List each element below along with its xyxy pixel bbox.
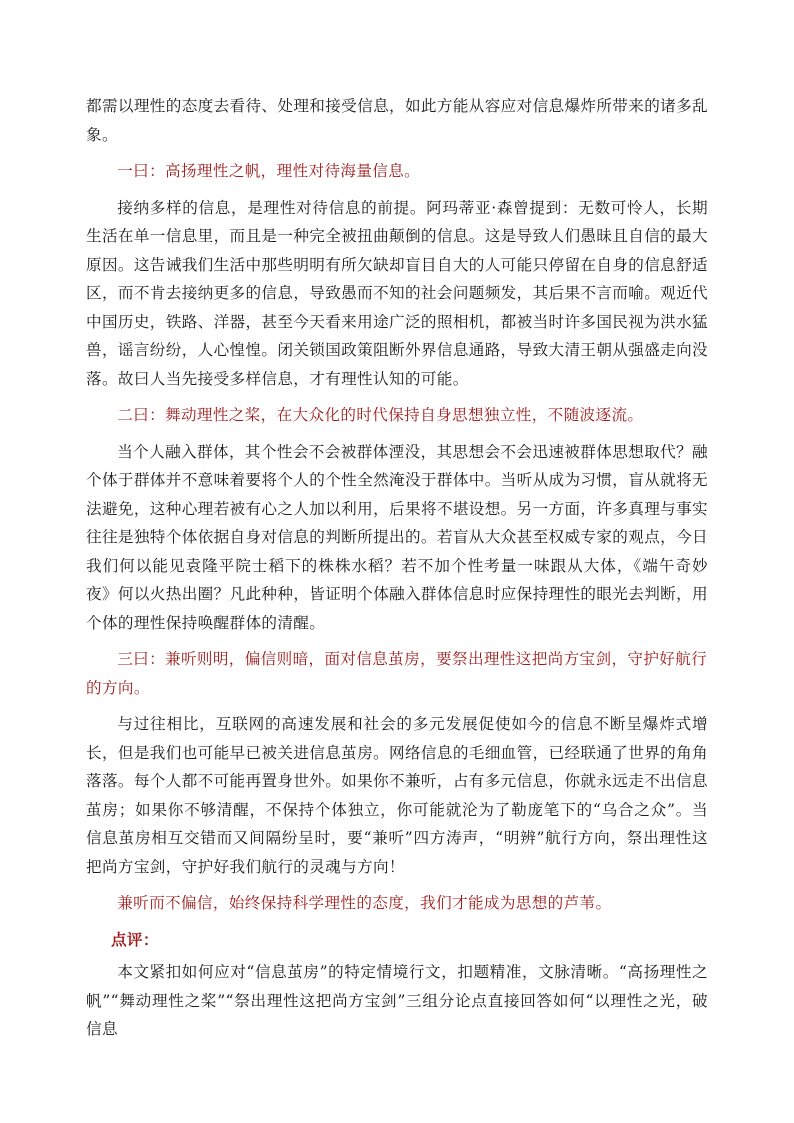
comment-label: 点评： — [110, 929, 159, 949]
paragraph-intro: 都需以理性的态度去看待、处理和接受信息，如此方能从容应对信息爆炸所带来的诸多乱象。 — [86, 97, 708, 144]
paragraph-3: 与过往相比，互联网的高速发展和社会的多元发展促使如今的信息不断呈爆炸式增长，但是我们也可能早已被关进信息茧房。网络信息的毛细血管，已经联通了世界的角角落落。每个人都不可能再置身世外。如果你不兼听，占有多元信息，你就永远走不出信息茧房；如果你不够清醒，不保持个体独立，你可能就沦为了勒庞笔下的“乌合之众”。当信息茧房相互交错而又间隔纷呈时，要“兼听”四方涛声，“明辨”航行方向，祭出理性这把尚方宝剑，守护好我们航行的灵魂与方向！ — [86, 715, 708, 876]
comment-paragraph: 本文紧扣如何应对“信息茧房”的特定情境行文，扣题精准，文脉清晰。“高扬理性之帆”“舞动理性之桨”“祭出理性这把尚方宝剑”三组分论点直接回答如何“以理性之光，破信息 — [86, 963, 708, 1038]
paragraph-1: 接纳多样的信息，是理性对待信息的前提。阿玛蒂亚·森曾提到：无数可怜人，长期生活在单一信息里，而且是一种完全被扭曲颠倒的信息。这是导致人们愚昧且自信的最大原因。这告诫我们生活中那些明明有所欠缺却盲目自大的人可能只停留在自身的信息舒适区，而不肯去接纳更多的信息，导致愚而不知的社会问题频发，其后果不言而喻。观近代中国历史，铁路、洋器，甚至今天看来用途广泛的照相机，都被当时许多国民视为洪水猛兽，谣言纷纷，人心惶惶。闭关锁国政策阻断外界信息通路，导致大清王朝从强盛走向没落。故曰人当先接受多样信息，才有理性认知的可能。 — [86, 198, 708, 388]
conclusion-line: 兼听而不偏信，始终保持科学理性的态度，我们才能成为思想的芦苇。 — [117, 894, 612, 912]
subheading-2: 二曰：舞动理性之桨，在大众化的时代保持自身思想独立性，不随波逐流。 — [117, 406, 644, 424]
paragraph-2: 当个人融入群体，其个性会不会被群体湮没，其思想会不会迅速被群体思想取代？融个体于群体并不意味着要将个人的个性全然淹没于群体中。当听从成为习惯，盲从就将无法避免，这种心理若被有心之人加以利用，后果将不堪设想。另一方面，许多真理与事实往往是独特个体依据自身对信息的判断所提出的。若盲从大众甚至权威专家的观点，今日我们何以能见袁隆平院士稻下的株株水稻？若不加个性考量一味跟从大体，《端午奇妙夜》何以火热出圈？凡此种种，皆证明个体融入群体信息时应保持理性的眼光去判断，用个体的理性保持唤醒群体的清醒。 — [86, 442, 708, 632]
subheading-1: 一曰：高扬理性之帆，理性对待海量信息。 — [117, 162, 421, 180]
subheading-3: 三曰：兼听则明，偏信则暗，面对信息茧房，要祭出理性这把尚方宝剑，守护好航行的方向。 — [86, 650, 708, 697]
